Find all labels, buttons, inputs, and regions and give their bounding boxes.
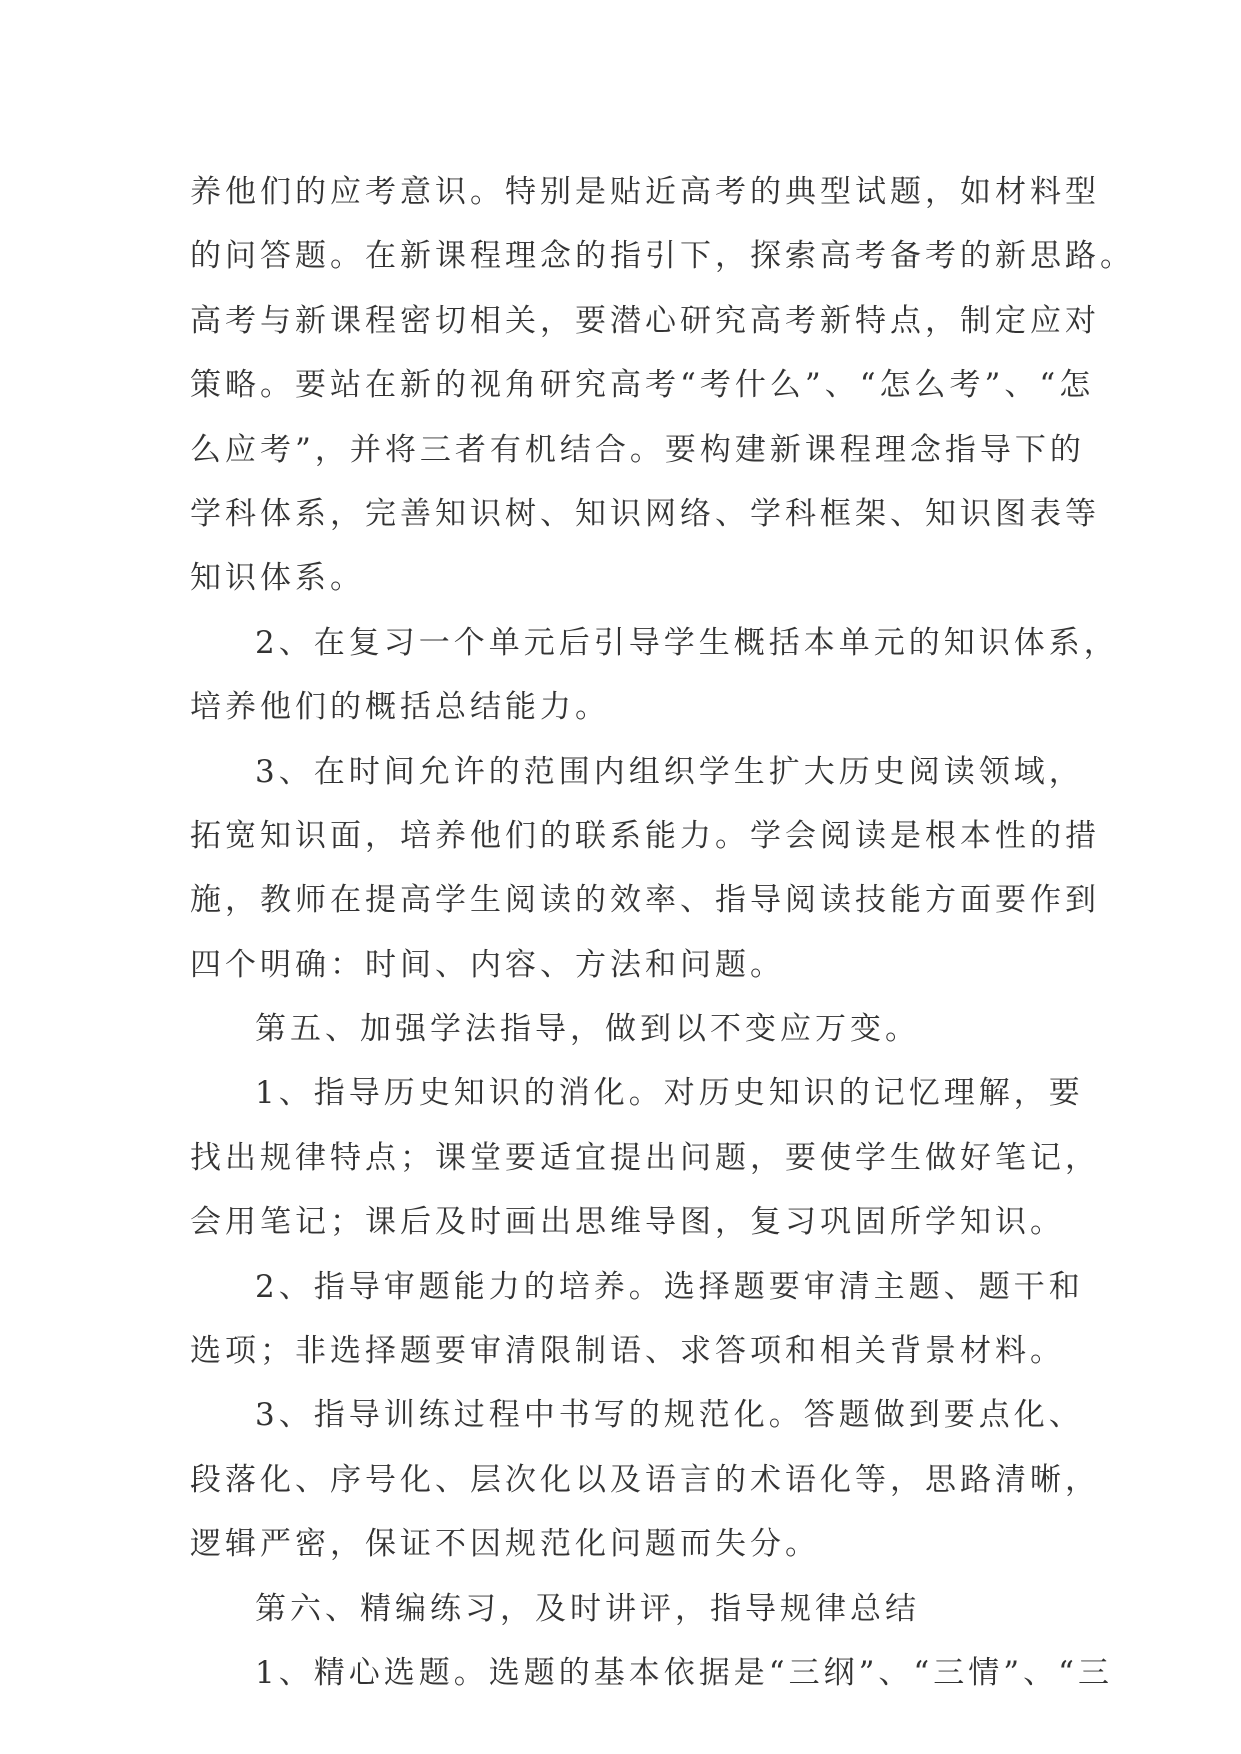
text-line: 第六、精编练习，及时讲评，指导规律总结: [255, 1590, 920, 1627]
text-line: 知识体系。: [190, 560, 365, 597]
text-line: 1、精心选题。选题的基本依据是“三纲”、“三情”、“三: [255, 1654, 1113, 1691]
text-line: 1、指导历史知识的消化。对历史知识的记忆理解，要: [255, 1075, 1084, 1112]
text-line: 四个明确：时间、内容、方法和问题。: [190, 946, 785, 983]
text-line: 的问答题。在新课程理念的指引下，探索高考备考的新思路。: [190, 238, 1135, 275]
document-body: [190, 160, 1135, 1705]
text-line: 第五、加强学法指导，做到以不变应万变。: [255, 1011, 920, 1048]
text-line: 施，教师在提高学生阅读的效率、指导阅读技能方面要作到: [190, 882, 1100, 919]
text-line: 策略。要站在新的视角研究高考“考什么”、“怎么考”、“怎: [190, 367, 1095, 404]
text-line: 3、指导训练过程中书写的规范化。答题做到要点化、: [255, 1397, 1084, 1434]
text-line: 找出规律特点；课堂要适宜提出问题，要使学生做好笔记，: [190, 1139, 1100, 1176]
text-line: 2、在复习一个单元后引导学生概括本单元的知识体系，: [255, 624, 1119, 661]
text-line: 养他们的应考意识。特别是贴近高考的典型试题，如材料型: [190, 174, 1100, 210]
text-line: 培养他们的概括总结能力。: [190, 689, 610, 726]
text-line: 逻辑严密，保证不因规范化问题而失分。: [190, 1526, 820, 1563]
text-line: 学科体系，完善知识树、知识网络、学科框架、知识图表等: [190, 495, 1100, 532]
text-line: 2、指导审题能力的培养。选择题要审清主题、题干和: [255, 1268, 1084, 1305]
text-line: 么应考”，并将三者有机结合。要构建新课程理念指导下的: [190, 431, 1085, 468]
text-line: 高考与新课程密切相关，要潜心研究高考新特点，制定应对: [190, 302, 1100, 339]
text-line: 会用笔记；课后及时画出思维导图，复习巩固所学知识。: [190, 1204, 1065, 1241]
text-line: 拓宽知识面，培养他们的联系能力。学会阅读是根本性的措: [190, 817, 1100, 854]
text-line: 选项；非选择题要审清限制语、求答项和相关背景材料。: [190, 1333, 1065, 1370]
text-line: 3、在时间允许的范围内组织学生扩大历史阅读领域，: [255, 753, 1084, 790]
text-line: 段落化、序号化、层次化以及语言的术语化等，思路清晰，: [190, 1461, 1100, 1498]
